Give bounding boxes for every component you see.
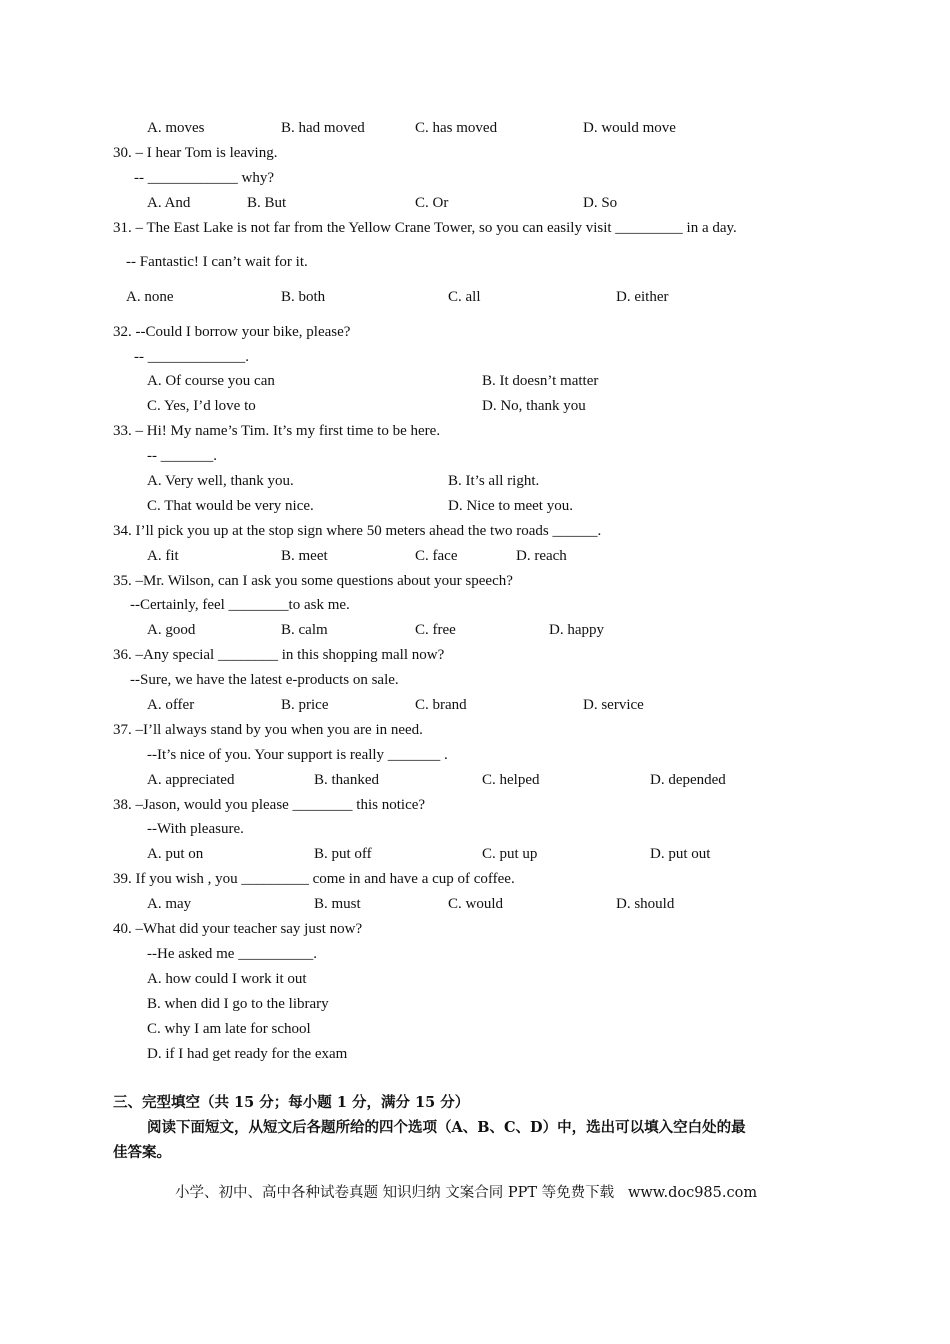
q35-option-d: D. happy [549, 622, 604, 638]
q34-option-d: D. reach [516, 548, 567, 564]
q38-option-b: B. put off [314, 846, 372, 862]
q34-option-b: B. meet [281, 548, 328, 564]
q30-option-b: B. But [247, 195, 287, 211]
q32-option-c: C. Yes, I’d love to [147, 398, 256, 414]
q36-option-a: A. offer [147, 697, 195, 713]
q33-option-d: D. Nice to meet you. [448, 498, 573, 514]
q37-option-c: C. helped [482, 772, 540, 788]
q31-option-d: D. either [616, 289, 669, 305]
q31-stem: 31. – The East Lake is not far from the Yellow Crane Tower, so you can easily visit _________ in a day. [113, 220, 737, 236]
q29-option-a: A. moves [147, 120, 205, 136]
q31-option-a: A. none [126, 289, 174, 305]
q40-option-b: B. when did I go to the library [147, 996, 329, 1012]
q32-stem: 32. --Could I borrow your bike, please? [113, 324, 351, 340]
q33-reply: -- _______. [147, 448, 217, 464]
q39-option-b: B. must [314, 896, 361, 912]
q35-option-a: A. good [147, 622, 196, 638]
q35-option-c: C. free [415, 622, 456, 638]
q36-option-c: C. brand [415, 697, 467, 713]
q38-option-d: D. put out [650, 846, 711, 862]
q33-option-b: B. It’s all right. [448, 473, 540, 489]
q36-option-b: B. price [281, 697, 329, 713]
section-instruction-line2: 佳答案。 [113, 1144, 171, 1161]
q35-reply: --Certainly, feel ________to ask me. [130, 597, 350, 613]
q40-stem: 40. –What did your teacher say just now? [113, 921, 363, 937]
q36-stem: 36. –Any special ________ in this shopping mall now? [113, 647, 445, 663]
q30-option-d: D. So [583, 195, 618, 211]
q30-option-a: A. And [147, 195, 191, 211]
q29-option-c: C. has moved [415, 120, 498, 136]
q33-option-a: A. Very well, thank you. [147, 473, 294, 489]
q38-option-c: C. put up [482, 846, 538, 862]
q39-option-d: D. should [616, 896, 675, 912]
q32-option-a: A. Of course you can [147, 373, 275, 389]
q34-stem: 34. I’ll pick you up at the stop sign where 50 meters ahead the two roads ______. [113, 523, 602, 539]
q37-option-a: A. appreciated [147, 772, 235, 788]
q37-option-b: B. thanked [314, 772, 379, 788]
q31-option-c: C. all [448, 289, 481, 305]
section-heading: 三、完型填空（共 15 分；每小题 1 分，满分 15 分） [113, 1094, 470, 1111]
q35-option-b: B. calm [281, 622, 328, 638]
q40-option-a: A. how could I work it out [147, 971, 307, 987]
q31-reply: -- Fantastic! I can’t wait for it. [126, 254, 308, 270]
q30-reply: -- ____________ why? [134, 170, 274, 186]
q31-option-b: B. both [281, 289, 326, 305]
q37-option-d: D. depended [650, 772, 726, 788]
q40-option-d: D. if I had get ready for the exam [147, 1046, 348, 1062]
q34-option-c: C. face [415, 548, 458, 564]
q34-option-a: A. fit [147, 548, 179, 564]
q32-option-b: B. It doesn’t matter [482, 373, 599, 389]
q40-option-c: C. why I am late for school [147, 1021, 311, 1037]
q36-reply: --Sure, we have the latest e-products on sale. [130, 672, 399, 688]
q35-stem: 35. –Mr. Wilson, can I ask you some questions about your speech? [113, 573, 513, 589]
q38-option-a: A. put on [147, 846, 204, 862]
section-instruction-line1: 阅读下面短文，从短文后各题所给的四个选项（A、B、C、D）中，选出可以填入空白处的最 [147, 1119, 746, 1136]
q39-stem: 39. If you wish , you _________ come in and have a cup of coffee. [113, 871, 515, 887]
q33-stem: 33. – Hi! My name’s Tim. It’s my first time to be here. [113, 423, 441, 439]
q32-reply: -- _____________. [134, 349, 249, 365]
q37-reply: --It’s nice of you. Your support is really _______ . [147, 747, 448, 763]
q32-option-d: D. No, thank you [482, 398, 586, 414]
q30-option-c: C. Or [415, 195, 449, 211]
q38-stem: 38. –Jason, would you please ________ this notice? [113, 797, 426, 813]
q39-option-c: C. would [448, 896, 504, 912]
q33-option-c: C. That would be very nice. [147, 498, 314, 514]
q37-stem: 37. –I’ll always stand by you when you are in need. [113, 722, 423, 738]
q30-stem: 30. – I hear Tom is leaving. [113, 145, 278, 161]
q29-option-d: D. would move [583, 120, 676, 136]
q39-option-a: A. may [147, 896, 192, 912]
q38-reply: --With pleasure. [147, 821, 244, 837]
q40-reply: --He asked me __________. [147, 946, 317, 962]
q29-option-b: B. had moved [281, 120, 365, 136]
page-footer: 小学、初中、高中各种试卷真题 知识归纳 文案合同 PPT 等免费下载 www.doc985.com [175, 1185, 758, 1201]
q36-option-d: D. service [583, 697, 644, 713]
